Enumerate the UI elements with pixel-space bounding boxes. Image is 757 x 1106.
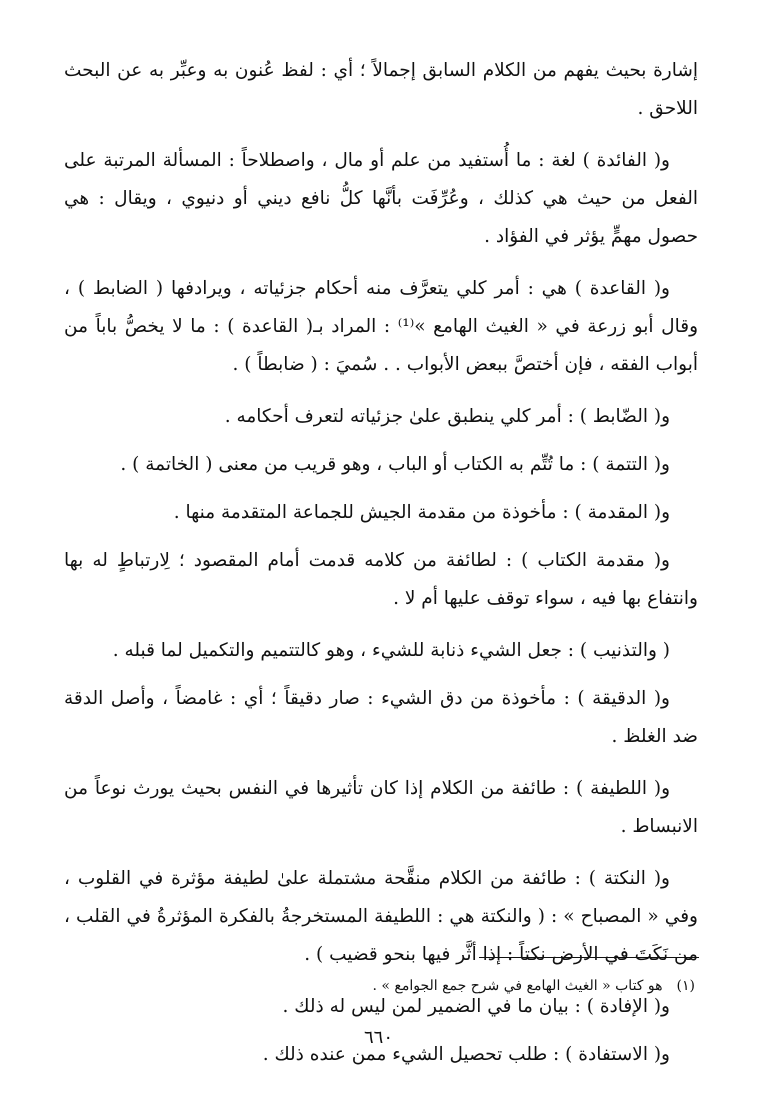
paragraph-nukta: و( النكتة ) : طائفة من الكلام منقَّحة مشتملة علىٰ لطيفة مؤثرة في القلوب ، وفي « المصباح » : ( والنكتة هي : اللطيفة المستخرجةُ بالفكرة المؤثرةُ في القلب ، من نَكَتَ في الأرض نكتاً : إذا أثَّر فيها بنحو قضيب ) . (64, 868, 698, 965)
paragraph-ifada: و( الإفادة ) : بيان ما في الضمير لمن ليس له ذلك . (282, 996, 670, 1017)
paragraph-qaida: و( القاعدة ) هي : أمر كلي يتعرَّف منه أحكام جزئياته ، ويرادفها ( الضابط ) ، وقال أبو زرعة في « الغيث الهامع »⁽¹⁾ : المراد بـ( القاعدة ) : ما لا يخصُّ باباً من أبواب الفقه ، فإن أختصَّ ببعض الأبواب . . سُميَ : ( ضابطاً ) . (64, 278, 699, 375)
paragraph-muqaddima: و( المقدمة ) : مأخوذة من مقدمة الجيش للجماعة المتقدمة منها . (173, 502, 670, 523)
footnote (55, 975, 695, 997)
paragraph-istifada: و( الاستفادة ) : طلب تحصيل الشيء ممن عنده ذلك . (262, 1044, 670, 1065)
page-number: ٦٦٠ (363, 1027, 393, 1048)
footnote-divider (479, 957, 699, 958)
main-text (64, 52, 698, 1084)
paragraph-dabit: و( الضّابط ) : أمر كلي ينطبق علىٰ جزئياته لتعرف أحكامه . (224, 406, 670, 427)
paragraph-muqaddimat-alkitab: و( مقدمة الكتاب ) : لطائفة من كلامه قدمت أمام المقصود ؛ لِارتباطٍ له بها وانتفاع بها فيه ، سواء توقف عليها أم لا . (64, 550, 698, 609)
paragraph-tadhnib: ( والتذنيب ) : جعل الشيء ذنابة للشيء ، وهو كالتتميم والتكميل لما قبله . (112, 640, 670, 661)
paragraph-continuation: إشارة بحيث يفهم من الكلام السابق إجمالاً ؛ أي : لفظ عُنون به وعبِّر به عن البحث اللاحق . (64, 60, 698, 119)
footnote-text: هو كتاب « الغيث الهامع في شرح جمع الجوامع » . (372, 978, 663, 994)
paragraph-tatimma: و( التتمة ) : ما تُتِّم به الكتاب أو الباب ، وهو قريب من معنى ( الخاتمة ) . (120, 454, 670, 475)
paragraph-faida: و( الفائدة ) لغة : ما أُستفيد من علم أو مال ، واصطلاحاً : المسألة المرتبة على الفعل من حيث هي كذلك ، وعُرِّفَت بأنَّها كلُّ نافع ديني أو دنيوي ، ويقال : هي حصول مهمٍّ يؤثر في الفؤاد . (64, 150, 698, 247)
paragraph-daqiqa: و( الدقيقة ) : مأخوذة من دق الشيء : صار دقيقاً ؛ أي : غامضاً ، وأصل الدقة ضد الغلظ . (64, 688, 698, 747)
footnote-marker: (١) (676, 978, 695, 994)
paragraph-latifa: و( اللطيفة ) : طائفة من الكلام إذا كان تأثيرها في النفس بحيث يورث نوعاً من الانبساط . (64, 778, 698, 837)
